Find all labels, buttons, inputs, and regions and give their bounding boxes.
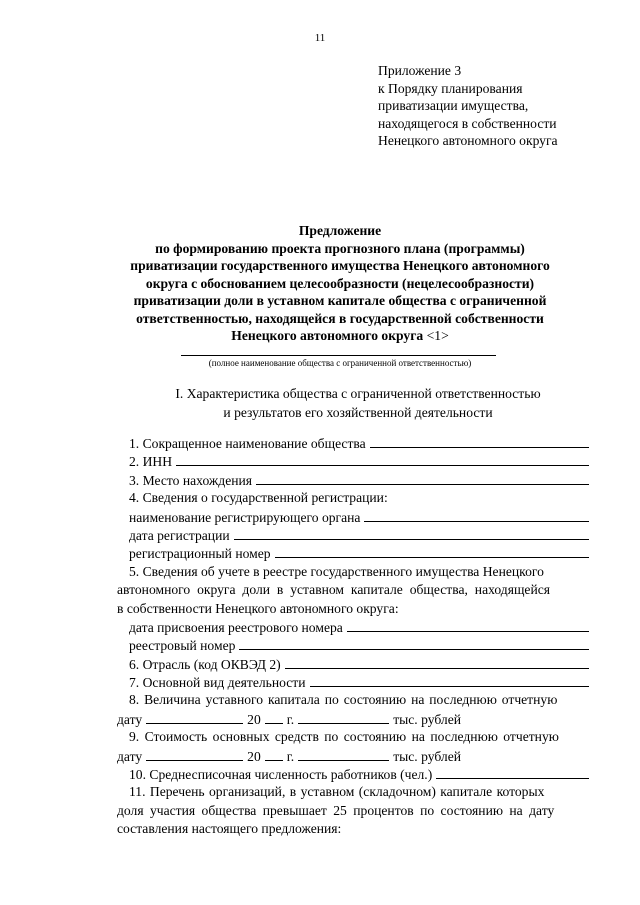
registry-number-field[interactable]: [239, 636, 589, 650]
registry-text: в собственности Ненецкого автономного округа:: [117, 600, 399, 616]
registration-number-label: регистрационный номер: [129, 546, 271, 562]
industry-label: 6. Отрасль (код ОКВЭД 2): [129, 656, 281, 672]
capital-label: 8. Величина уставного капитала по состоянию на последнюю отчетную: [129, 692, 558, 708]
short-name-label: 1. Сокращенное наименование общества: [129, 436, 366, 451]
year-suffix: г.: [286, 748, 295, 764]
form-row: [117, 765, 593, 783]
assets-year-field[interactable]: [265, 747, 283, 761]
appendix-line: Ненецкого автономного округа: [378, 133, 558, 148]
appendix-header: [378, 62, 558, 150]
short-name-field[interactable]: [370, 434, 589, 448]
headcount-field[interactable]: [436, 765, 589, 779]
company-name-field[interactable]: [181, 355, 496, 356]
section-heading-line: и результатов его хозяйственной деятельности: [223, 404, 493, 420]
registrar-label: наименование регистрирующего органа: [129, 509, 361, 525]
registration-date-label: дата регистрации: [129, 527, 230, 543]
registrar-field[interactable]: [364, 508, 589, 522]
registration-heading: 4. Сведения о государственной регистрации:: [129, 490, 388, 506]
section-heading: [0, 385, 640, 422]
appendix-line: к Порядку планирования: [378, 80, 523, 96]
industry-field[interactable]: [285, 655, 589, 669]
location-field[interactable]: [256, 471, 589, 485]
form-row: [117, 728, 593, 746]
section-heading-line: I. Характеристика общества с ограниченной ответственностью: [175, 386, 541, 401]
form-row: [117, 655, 593, 673]
title-last-line: Ненецкого автономного округа: [231, 328, 424, 343]
title-line: приватизации доли в уставном капитале общества с ограниченной: [133, 293, 547, 308]
form-row: [117, 526, 593, 544]
paragraph-line: [117, 783, 593, 801]
registry-number-label: реестровый номер: [129, 638, 236, 654]
registration-number-field[interactable]: [275, 544, 589, 558]
paragraph-line: [117, 820, 593, 838]
fixed-assets-label: 9. Стоимость основных средств по состоянию на последнюю отчетную: [129, 729, 559, 745]
form-row: [117, 471, 593, 489]
subsidiaries-text: составления настоящего предложения:: [117, 821, 342, 837]
form-row: [117, 673, 593, 691]
form-row: [117, 618, 593, 636]
activity-label: 7. Основной вид деятельности: [129, 675, 306, 691]
form-row: [117, 489, 593, 507]
subsidiaries-paragraph: [117, 783, 593, 838]
capital-year-field[interactable]: [265, 710, 283, 724]
registry-text: автономного округа доли в уставном капитале общества, находящейся: [117, 582, 551, 598]
title-line: Предложение: [298, 223, 382, 238]
company-name-caption: (полное наименование общества с ограниченной ответственностью): [208, 358, 472, 368]
title-line: ответственностью, находящейся в государственной собственности: [136, 310, 544, 326]
inn-field[interactable]: [176, 452, 589, 466]
document-title: [0, 222, 640, 345]
headcount-label: 10. Среднесписочная численность работников (чел.): [129, 767, 433, 783]
title-line: [0, 327, 640, 345]
title-line: приватизации государственного имущества Ненецкого автономного: [130, 258, 550, 273]
appendix-line: находящегося в собственности: [378, 115, 557, 131]
title-line: по формированию проекта прогнозного плана (программы): [155, 240, 525, 256]
form-row: [117, 636, 593, 654]
paragraph-line: [117, 802, 593, 820]
currency-label: тыс. рублей: [393, 748, 462, 764]
currency-label: тыс. рублей: [393, 711, 462, 727]
capital-date-label: дату: [117, 711, 143, 727]
paragraph-line: [117, 563, 593, 581]
registry-paragraph: [117, 563, 593, 618]
registry-date-label: дата присвоения реестрового номера: [129, 619, 343, 635]
registration-date-field[interactable]: [234, 526, 589, 540]
form-row: [117, 747, 593, 765]
year-prefix: 20: [247, 711, 261, 727]
appendix-line: Приложение 3: [378, 63, 462, 78]
title-line: округа с обоснованием целесообразности (нецелесообразности): [145, 275, 535, 291]
appendix-line: приватизации имущества,: [378, 98, 529, 113]
form-row: [117, 710, 593, 728]
subsidiaries-text: доля участия общества превышает 25 процентов по состоянию на дату: [117, 802, 555, 818]
assets-amount-field[interactable]: [298, 747, 389, 761]
registry-text: 5. Сведения об учете в реестре государственного имущества Ненецкого: [129, 563, 544, 579]
assets-date-field[interactable]: [146, 747, 243, 761]
form-body: [117, 434, 593, 839]
form-row: [117, 544, 593, 562]
form-row: [117, 508, 593, 526]
activity-field[interactable]: [310, 673, 589, 687]
footnote-ref: <1>: [426, 328, 449, 343]
location-label: 3. Место нахождения: [129, 472, 253, 488]
year-prefix: 20: [247, 748, 261, 764]
inn-label: 2. ИНН: [129, 454, 173, 470]
capital-date-field[interactable]: [146, 710, 243, 724]
form-row: [117, 452, 593, 470]
form-row: [117, 434, 593, 452]
paragraph-line: [117, 581, 593, 599]
registry-date-field[interactable]: [347, 618, 589, 632]
assets-date-label: дату: [117, 748, 143, 764]
paragraph-line: [117, 600, 593, 618]
year-suffix: г.: [286, 711, 295, 727]
form-row: [117, 691, 593, 709]
capital-amount-field[interactable]: [298, 710, 389, 724]
subsidiaries-text: 11. Перечень организаций, в уставном (складочном) капитале которых: [129, 784, 545, 800]
page-number: 11: [314, 32, 326, 44]
